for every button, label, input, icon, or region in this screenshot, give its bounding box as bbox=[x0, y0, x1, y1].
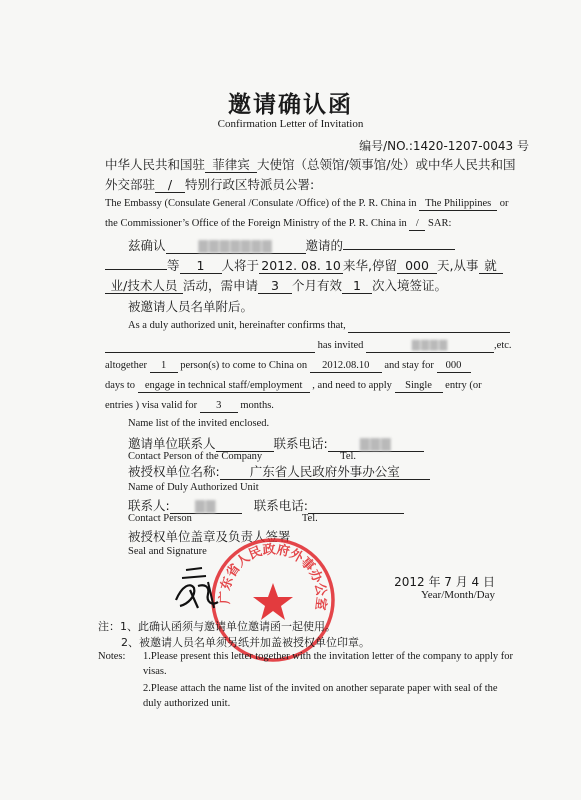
authorized-unit-cn: 被授权单位名称: 广东省人民政府外事办公室 bbox=[128, 462, 430, 480]
handwritten-signature bbox=[168, 556, 228, 616]
notes-cn-2: 2、被邀请人员名单须另纸并加盖被授权单位印章。 bbox=[121, 636, 370, 649]
authorized-contact-cn: 联系人: ▇▇ 联系电话: bbox=[128, 496, 404, 514]
count-cn-field: 1 bbox=[180, 259, 222, 274]
date-en-field: 2012.08.10 bbox=[310, 360, 382, 373]
authorized-unit-en: Name of Duly Authorized Unit bbox=[128, 482, 259, 493]
letter-subtitle: Confirmation Letter of Invitation bbox=[217, 118, 364, 130]
months-cn-field: 3 bbox=[258, 279, 292, 294]
cn-body-line-2: 等 1 人将于 2012. 08. 10 来华,停留 000 天,从事 就 bbox=[105, 256, 503, 274]
months-en-field: 3 bbox=[200, 400, 238, 413]
country-en-field: The Philippines bbox=[419, 198, 497, 211]
date-signed-en: Year/Month/Day bbox=[420, 589, 495, 601]
stay-en-field: 000 bbox=[437, 360, 471, 373]
stamp-star-icon bbox=[253, 583, 293, 620]
en-body-line-4: days to engage in technical staff/employment , and need to apply Single entry (or bbox=[105, 380, 482, 391]
inviter-contact-en: Contact Person of the Company Tel. bbox=[128, 451, 357, 462]
sar-cn-field: / bbox=[155, 178, 185, 193]
en-body-line-3: altogether 1 person(s) to come to China on 2012.08.10 and stay for 000 bbox=[105, 360, 471, 373]
date-cn-field: 2012. 08. 10 bbox=[259, 259, 343, 274]
redacted-invitee-cn bbox=[343, 249, 455, 250]
stamp-text: 广东省人民政府外事办公室 bbox=[217, 542, 329, 612]
country-cn-field: 菲律宾 bbox=[205, 158, 257, 173]
notes-en-2a: 2.Please attach the name list of the invited on another separate paper with seal of the bbox=[143, 683, 498, 694]
date-signed-cn: 2012 年 7 月 4 日 bbox=[394, 575, 495, 589]
inviter-tel-field: ▇▇▇ bbox=[328, 437, 424, 452]
notes-en-2b: duly authorized unit. bbox=[143, 698, 231, 709]
en-body-line-2: has invited ▇▇▇▇ ,etc. bbox=[105, 340, 512, 353]
notes-en-label: Notes: bbox=[98, 651, 126, 662]
cn-body-line-3: 业/技术人员 活动，需申请 3 个月有效 1 次入境签证。 bbox=[105, 276, 447, 294]
cn-body-line-1: 兹确认 ▇▇▇▇▇▇▇ 邀请的 bbox=[128, 236, 455, 254]
en-body-line-1: As a duly authorized unit, hereinafter confirms that, bbox=[128, 320, 510, 333]
document-number: 编号/NO.:1420-1207-0043 号 bbox=[359, 139, 529, 153]
entries-cn-field: 1 bbox=[342, 279, 372, 294]
authorized-unit-name: 广东省人民政府外事办公室 bbox=[220, 465, 430, 480]
addressee-en-line-1: The Embassy (Consulate General /Consulate /Office) of the P. R. China in The Philippines or bbox=[105, 198, 509, 209]
company-en-field bbox=[348, 320, 510, 333]
company-en-field-2 bbox=[105, 340, 315, 353]
inviter-name-field bbox=[216, 437, 274, 452]
addressee-line-1: 中华人民共和国驻 菲律宾 大使馆（总领馆/领事馆/处）或中华人民共和国 bbox=[105, 157, 516, 172]
addressee-line-2: 外交部驻 / 特别行政区特派员公署: bbox=[105, 177, 315, 192]
en-body-line-5: entries ) visa valid for 3 months. bbox=[105, 400, 274, 411]
purpose-cn-field-a: 就 bbox=[479, 259, 503, 274]
seal-signature-cn: 被授权单位盖章及负责人签署 bbox=[128, 529, 291, 544]
seal-signature-en: Seal and Signature bbox=[128, 546, 207, 557]
letter-title: 邀请确认函 bbox=[228, 92, 353, 118]
notes-cn-1: 注：1、此确认函须与邀请单位邀请函一起使用。 bbox=[98, 620, 336, 633]
purpose-en-field: engage in technical staff/employment bbox=[138, 380, 310, 393]
notes-en-1b: visas. bbox=[143, 666, 167, 677]
cn-body-line-4: 被邀请人员名单附后。 bbox=[128, 299, 254, 314]
addressee-en-line-2: the Commissioner’s Office of the Foreign Ministry of the P. R. China in / SAR: bbox=[105, 218, 452, 229]
authorized-contact-en: Contact Person Tel. bbox=[128, 513, 318, 524]
stay-cn-field: 000 bbox=[397, 259, 437, 274]
redacted-company-cn: ▇▇▇▇▇▇▇ bbox=[166, 239, 306, 254]
count-en-field: 1 bbox=[150, 360, 178, 373]
purpose-cn-field-b: 业/技术人员 bbox=[105, 279, 183, 294]
authorized-tel-field bbox=[308, 499, 404, 514]
notes-en-1a: 1.Please present this letter together with the invitation letter of the company to apply for bbox=[143, 651, 514, 662]
inviter-contact-cn: 邀请单位联系人 联系电话: ▇▇▇ bbox=[128, 434, 424, 452]
entry-type-field: Single bbox=[395, 380, 443, 393]
en-body-line-6: Name list of the invited enclosed. bbox=[128, 418, 270, 429]
invitee-name-blank bbox=[105, 269, 167, 270]
sar-en-field: / bbox=[409, 218, 425, 231]
redacted-invitee-en: ▇▇▇▇ bbox=[366, 340, 494, 353]
authorized-contact-field: ▇▇ bbox=[170, 499, 242, 514]
